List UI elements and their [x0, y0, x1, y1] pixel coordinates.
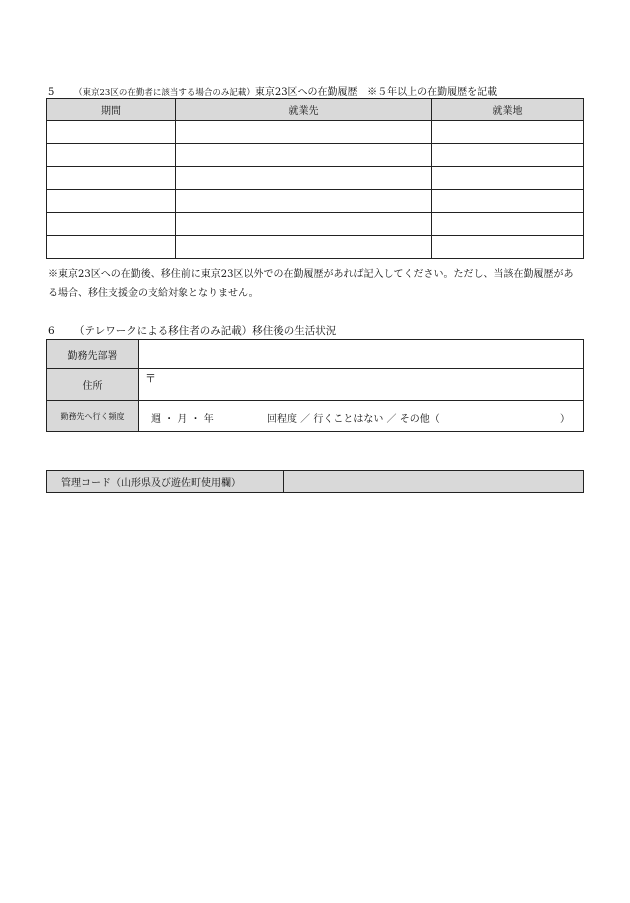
dept-field[interactable] [139, 340, 584, 369]
location-cell[interactable] [432, 121, 584, 144]
frequency-row [47, 401, 584, 432]
employer-cell[interactable] [176, 236, 432, 259]
section5-prefix: （東京23区の在勤者に該当する場合のみ記載） [74, 88, 255, 98]
life-situation-table [46, 339, 584, 432]
table-header-row [47, 99, 584, 121]
address-label: 住所 [47, 369, 139, 401]
employer-cell[interactable] [176, 213, 432, 236]
address-field[interactable] [139, 369, 584, 401]
period-cell[interactable] [47, 236, 176, 259]
table-row [47, 236, 584, 259]
period-cell[interactable] [47, 121, 176, 144]
management-code-field [284, 471, 584, 493]
management-code-table [46, 470, 584, 493]
frequency-close: ） [560, 414, 570, 425]
employer-cell[interactable] [176, 144, 432, 167]
frequency-label: 勤務先へ行く頻度 [47, 401, 139, 432]
postal-mark: 〒 [145, 372, 156, 385]
section5-footnote: ※東京23区への在勤後、移住前に東京23区以外での在勤履歴があれば記入してください。ただし、当該在勤履歴がある場合、移住支援金の支給対象となりません。 [48, 269, 574, 299]
employer-cell[interactable] [176, 167, 432, 190]
section5-note: ※５年以上の在勤履歴を記載 [367, 87, 498, 98]
management-row [47, 471, 584, 493]
table-row [47, 144, 584, 167]
employer-cell[interactable] [176, 190, 432, 213]
table-row [47, 167, 584, 190]
period-cell[interactable] [47, 190, 176, 213]
period-cell[interactable] [47, 144, 176, 167]
dept-row [47, 340, 584, 369]
address-row [47, 369, 584, 401]
column-header-period: 期間 [47, 99, 176, 121]
section6-number: 6 [48, 325, 55, 337]
section5-heading: 東京23区への在勤履歴 [254, 87, 358, 98]
column-header-location: 就業地 [432, 99, 584, 121]
management-code-label: 管理コード（山形県及び遊佐町使用欄） [47, 471, 284, 493]
section5-number: 5 [48, 87, 55, 98]
table-row [47, 190, 584, 213]
table-row [47, 121, 584, 144]
column-header-employer: 就業先 [176, 99, 432, 121]
frequency-degree: 回程度 ／ 行くことはない ／ その他（ [267, 414, 440, 425]
section6-title [48, 323, 336, 338]
period-cell[interactable] [47, 167, 176, 190]
work-history-table [46, 98, 584, 259]
period-cell[interactable] [47, 213, 176, 236]
frequency-options: 週 ・ 月 ・ 年 [151, 414, 214, 425]
location-cell[interactable] [432, 167, 584, 190]
location-cell[interactable] [432, 213, 584, 236]
location-cell[interactable] [432, 236, 584, 259]
frequency-field[interactable] [139, 401, 584, 432]
dept-label: 勤務先部署 [47, 340, 139, 369]
employer-cell[interactable] [176, 121, 432, 144]
table-row [47, 213, 584, 236]
section5-title [48, 83, 497, 98]
section6-heading: （テレワークによる移住者のみ記載）移住後の生活状況 [74, 325, 337, 337]
location-cell[interactable] [432, 144, 584, 167]
location-cell[interactable] [432, 190, 584, 213]
